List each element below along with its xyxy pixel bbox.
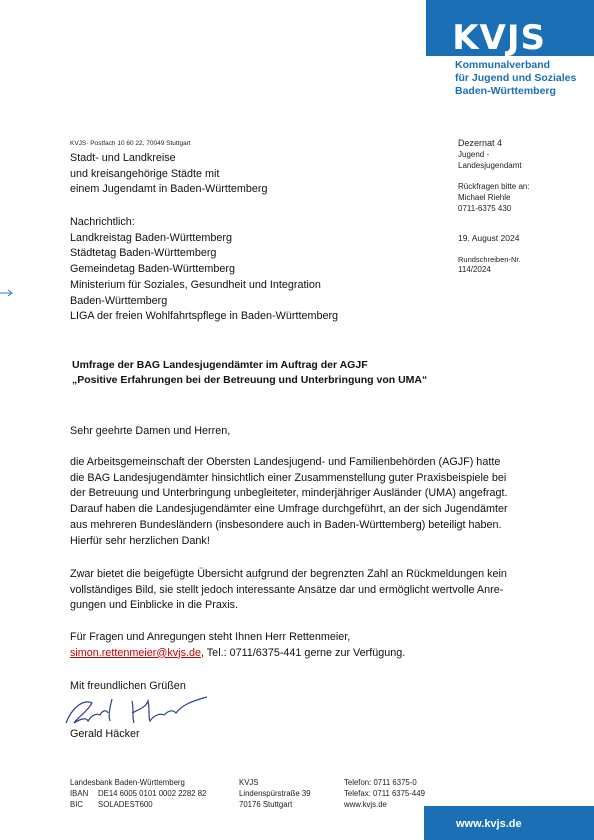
email-link[interactable]: simon.rettenmeier@kvjs.de — [70, 646, 201, 659]
info-contact-phone: 0711-6375 430 — [458, 204, 512, 213]
footer-bic: SOLADEST600 — [98, 800, 153, 809]
logo-line-3: Baden-Württemberg — [455, 85, 556, 97]
footer-fax: Telefax: 0711 6375-449 — [344, 789, 425, 798]
info-dept: Dezernat 4 — [458, 138, 503, 148]
footer-bic-label: BIC — [70, 800, 83, 809]
logo-line-2: für Jugend und Soziales — [455, 72, 577, 84]
info-circular-label: Rundschreiben-Nr. — [458, 255, 521, 264]
paragraph-line: der Betreuung und Unterbringung unbegleiteter, minderjähriger Ausländer (UMA) angefragt. — [70, 487, 508, 500]
info-date: 19. August 2024 — [458, 233, 520, 243]
subject-line: Umfrage der BAG Landesjugendämter im Auftrag der AGJF — [72, 359, 368, 371]
footer-iban-label: IBAN — [70, 789, 89, 798]
cc-line: Städtetag Baden-Württemberg — [70, 247, 217, 260]
paragraph-text: , Tel.: 0711/6375-441 gerne zur Verfügung. — [200, 646, 406, 659]
paragraph-line: vollständiges Bild, sie stellt jedoch interessante Ansätze dar und ermöglicht wertvolle Anre- — [70, 583, 504, 596]
recipient-block — [70, 151, 267, 198]
info-circular-no: 114/2024 — [458, 265, 491, 274]
footer-iban: DE14 6005 0101 0002 2282 82 — [98, 789, 207, 798]
subject-line: „Positive Erfahrungen bei der Betreuung und Unterbringung von UMA“ — [72, 374, 428, 386]
footer-contact — [344, 777, 425, 810]
paragraph-line — [70, 646, 405, 662]
footer-city: 70176 Stuttgart — [239, 800, 293, 809]
salutation: Sehr geehrte Damen und Herren, — [70, 425, 231, 437]
recipient-line: und kreisangehörige Städte mit — [70, 167, 220, 180]
paragraph-line: gungen und Einblicke in die Praxis. — [70, 599, 239, 612]
fold-mark-arrow-icon — [0, 288, 14, 298]
recipient-line: einem Jugendamt in Baden-Württemberg — [70, 183, 268, 196]
cc-line: Baden-Württemberg — [70, 294, 168, 307]
cc-line: Gemeindetag Baden-Württemberg — [70, 263, 236, 276]
footer-phone: Telefon: 0711 6375-0 — [344, 778, 417, 787]
info-contact-name: Michael Riehle — [458, 193, 511, 202]
info-column — [458, 138, 588, 275]
logo-wordmark: KVJS — [452, 18, 546, 58]
footer-bank — [70, 777, 206, 810]
closing: Mit freundlichen Grüßen — [70, 680, 186, 692]
paragraph-line: aus mehreren Bundesländern (insbesondere auch in Baden-Württemberg) beteiligt haben. — [70, 518, 502, 531]
paragraph-3 — [70, 630, 405, 661]
sender-line: KVJS· Postfach 10 60 22, 70049 Stuttgart — [70, 140, 191, 147]
footer-org: KVJS — [239, 778, 259, 787]
subject — [72, 358, 427, 388]
footer-url-block — [424, 806, 594, 840]
cc-line: Ministerium für Soziales, Gesundheit und Integration — [70, 278, 321, 291]
paragraph-line: die Arbeitsgemeinschaft der Obersten Landesjugend- und Familienbehörden (AGJF) hatte — [70, 456, 501, 468]
paragraph-line: Hierfür sehr herzlichen Dank! — [70, 534, 210, 547]
footer-iban-row — [70, 788, 206, 799]
logo-block — [426, 0, 594, 56]
footer-web: www.kvjs.de — [344, 800, 387, 809]
footer-bank-name: Landesbank Baden-Württemberg — [70, 778, 185, 787]
footer-bic-row — [70, 799, 206, 810]
cc-label: Nachrichtlich: — [70, 216, 135, 228]
footer-url[interactable]: www.kvjs.de — [456, 818, 522, 830]
footer-street: Lindenspürstraße 39 — [239, 789, 311, 798]
info-unit: Landesjugendamt — [458, 161, 522, 170]
paragraph-line: Für Fragen und Anregungen steht Ihnen Herr Rettenmeier, — [70, 631, 351, 643]
paragraph-1 — [70, 455, 508, 549]
signer-name: Gerald Häcker — [70, 728, 140, 740]
cc-line: LIGA der freien Wohlfahrtspflege in Baden-Württemberg — [70, 310, 339, 323]
paragraph-line: die BAG Landesjugendämter hinsichtlich einer Zusammenstellung guter Praxisbeispiele bei — [70, 471, 507, 484]
logo-line-1: Kommunalverband — [455, 59, 551, 71]
paragraph-line: Darauf haben die Landesjugendämter eine Umfrage durchgeführt, an der sich Jugendämter — [70, 503, 508, 516]
info-contact-label: Rückfragen bitte an: — [458, 182, 530, 191]
info-unit: Jugend - — [458, 150, 490, 159]
recipient-line: Stadt- und Landkreise — [70, 152, 176, 164]
cc-block — [70, 215, 338, 325]
footer-address — [239, 777, 311, 810]
paragraph-line: Zwar bietet die beigefügte Übersicht aufgrund der begrenzten Zahl an Rückmeldungen kein — [70, 568, 507, 580]
cc-line: Landkreistag Baden-Württemberg — [70, 231, 233, 244]
paragraph-2 — [70, 567, 507, 614]
